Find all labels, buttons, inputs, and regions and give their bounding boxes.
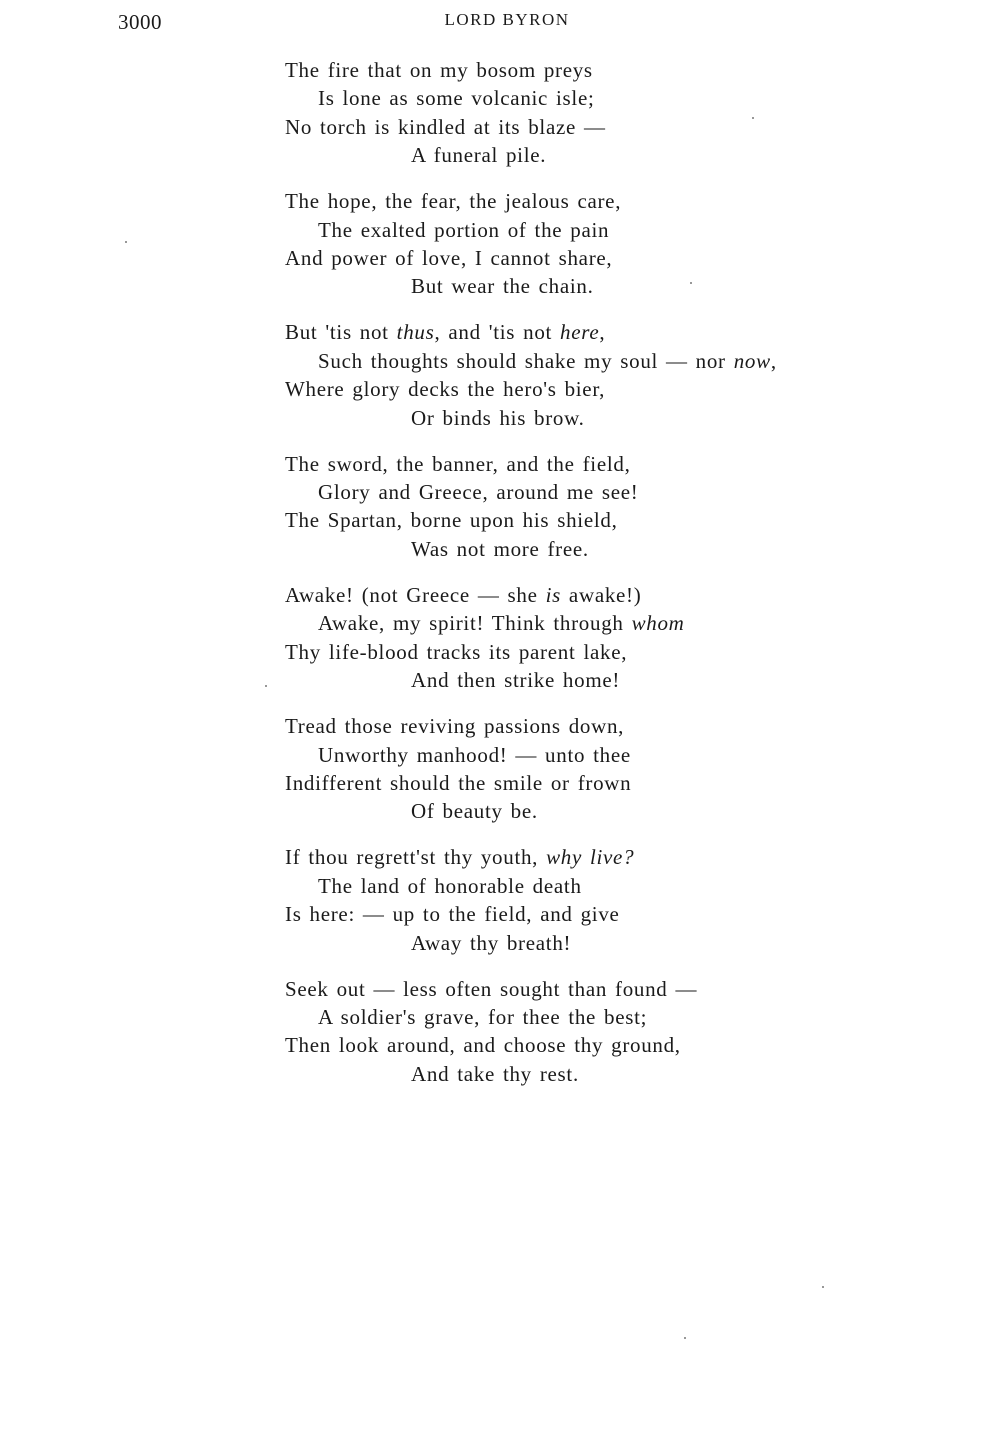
- stanza: [285, 975, 925, 1089]
- poem-line: [285, 216, 925, 244]
- stanza: [285, 843, 925, 957]
- poem-line: [285, 975, 925, 1003]
- poem-line: [285, 404, 925, 432]
- poem-line: [285, 244, 925, 272]
- poem-line: [285, 535, 925, 563]
- poem-line: [285, 666, 925, 694]
- poem-line: [285, 900, 925, 928]
- line-text: Tread those reviving passions down,: [285, 714, 625, 739]
- stanza: [285, 712, 925, 826]
- stanza: [285, 56, 925, 170]
- poem-line: [285, 318, 925, 346]
- poem-line: [285, 1003, 925, 1031]
- poem-line: [285, 375, 925, 403]
- line-text: The hope, the fear, the jealous care,: [285, 189, 622, 214]
- poem-line: [285, 872, 925, 900]
- poem-line: [285, 581, 925, 609]
- italic-text: thus: [396, 320, 435, 345]
- poem-line: [285, 56, 925, 84]
- line-text: Then look around, and choose thy ground,: [285, 1033, 681, 1058]
- running-head: LORD BYRON: [444, 10, 570, 29]
- scan-speck: [125, 241, 127, 243]
- line-text: Seek out — less often sought than found —: [285, 976, 698, 1001]
- line-text: If thou regrett'st thy youth,: [285, 845, 547, 870]
- line-text: Or binds his brow.: [411, 405, 585, 430]
- line-text: Where glory decks the hero's bier,: [285, 377, 606, 402]
- poem-line: [285, 506, 925, 534]
- poem-line: [285, 141, 925, 169]
- line-text: No torch is kindled at its blaze —: [285, 114, 606, 139]
- poem-line: [285, 712, 925, 740]
- poem-line: [285, 1060, 925, 1088]
- poem-line: [285, 741, 925, 769]
- poem-line: [285, 769, 925, 797]
- poem-line: [285, 843, 925, 871]
- scan-speck: [822, 1286, 824, 1288]
- line-text: The Spartan, borne upon his shield,: [285, 508, 618, 533]
- line-text: The exalted portion of the pain: [318, 217, 610, 242]
- line-text: But 'tis not: [285, 320, 397, 345]
- line-text: And take thy rest.: [411, 1061, 579, 1086]
- poem-line: [285, 478, 925, 506]
- poem-line: [285, 113, 925, 141]
- line-text: Such thoughts should shake my soul — nor: [318, 348, 734, 373]
- line-text: Is here: — up to the field, and give: [285, 902, 620, 927]
- poem-line: [285, 1031, 925, 1059]
- poem-line: [285, 347, 925, 375]
- line-text: Away thy breath!: [411, 930, 572, 955]
- line-text: The sword, the banner, and the field,: [285, 451, 631, 476]
- line-text: ,: [599, 320, 606, 345]
- line-text: But wear the chain.: [411, 274, 594, 299]
- stanza: [285, 187, 925, 301]
- scan-speck: [690, 282, 692, 284]
- line-text: Unworthy manhood! — unto thee: [318, 742, 631, 767]
- line-text: ,: [770, 348, 777, 373]
- poem-line: [285, 84, 925, 112]
- poem-line: [285, 187, 925, 215]
- line-text: Indifferent should the smile or frown: [285, 770, 632, 795]
- poem-line: [285, 450, 925, 478]
- line-text: Was not more free.: [411, 536, 589, 561]
- line-text: And power of love, I cannot share,: [285, 246, 613, 271]
- italic-text: now: [733, 348, 771, 373]
- scan-speck: [265, 685, 267, 687]
- line-text: Glory and Greece, around me see!: [318, 480, 639, 505]
- page-number: 3000: [118, 10, 162, 34]
- italic-text: whom: [631, 611, 685, 636]
- line-text: Awake! (not Greece — she: [285, 582, 546, 607]
- poem-line: [285, 638, 925, 666]
- line-text: Thy life-blood tracks its parent lake,: [285, 639, 628, 664]
- line-text: Of beauty be.: [411, 799, 538, 824]
- poem-line: [285, 609, 925, 637]
- line-text: Is lone as some volcanic isle;: [318, 86, 595, 111]
- line-text: The fire that on my bosom preys: [285, 58, 593, 82]
- italic-text: why live?: [546, 845, 635, 870]
- poem-body: [285, 56, 925, 1106]
- line-text: awake!): [560, 582, 642, 607]
- line-text: , and 'tis not: [434, 320, 560, 345]
- line-text: And then strike home!: [411, 668, 621, 693]
- line-text: A funeral pile.: [411, 143, 547, 168]
- line-text: A soldier's grave, for thee the best;: [318, 1004, 648, 1029]
- poem-line: [285, 797, 925, 825]
- italic-text: is: [545, 582, 561, 607]
- scan-speck: [752, 117, 754, 119]
- line-text: Awake, my spirit! Think through: [318, 611, 632, 636]
- scan-speck: [684, 1337, 686, 1339]
- poem-line: [285, 272, 925, 300]
- poem-line: [285, 929, 925, 957]
- stanza: [285, 318, 925, 432]
- stanza: [285, 581, 925, 695]
- italic-text: here: [560, 320, 600, 345]
- line-text: The land of honorable death: [318, 873, 582, 898]
- stanza: [285, 450, 925, 564]
